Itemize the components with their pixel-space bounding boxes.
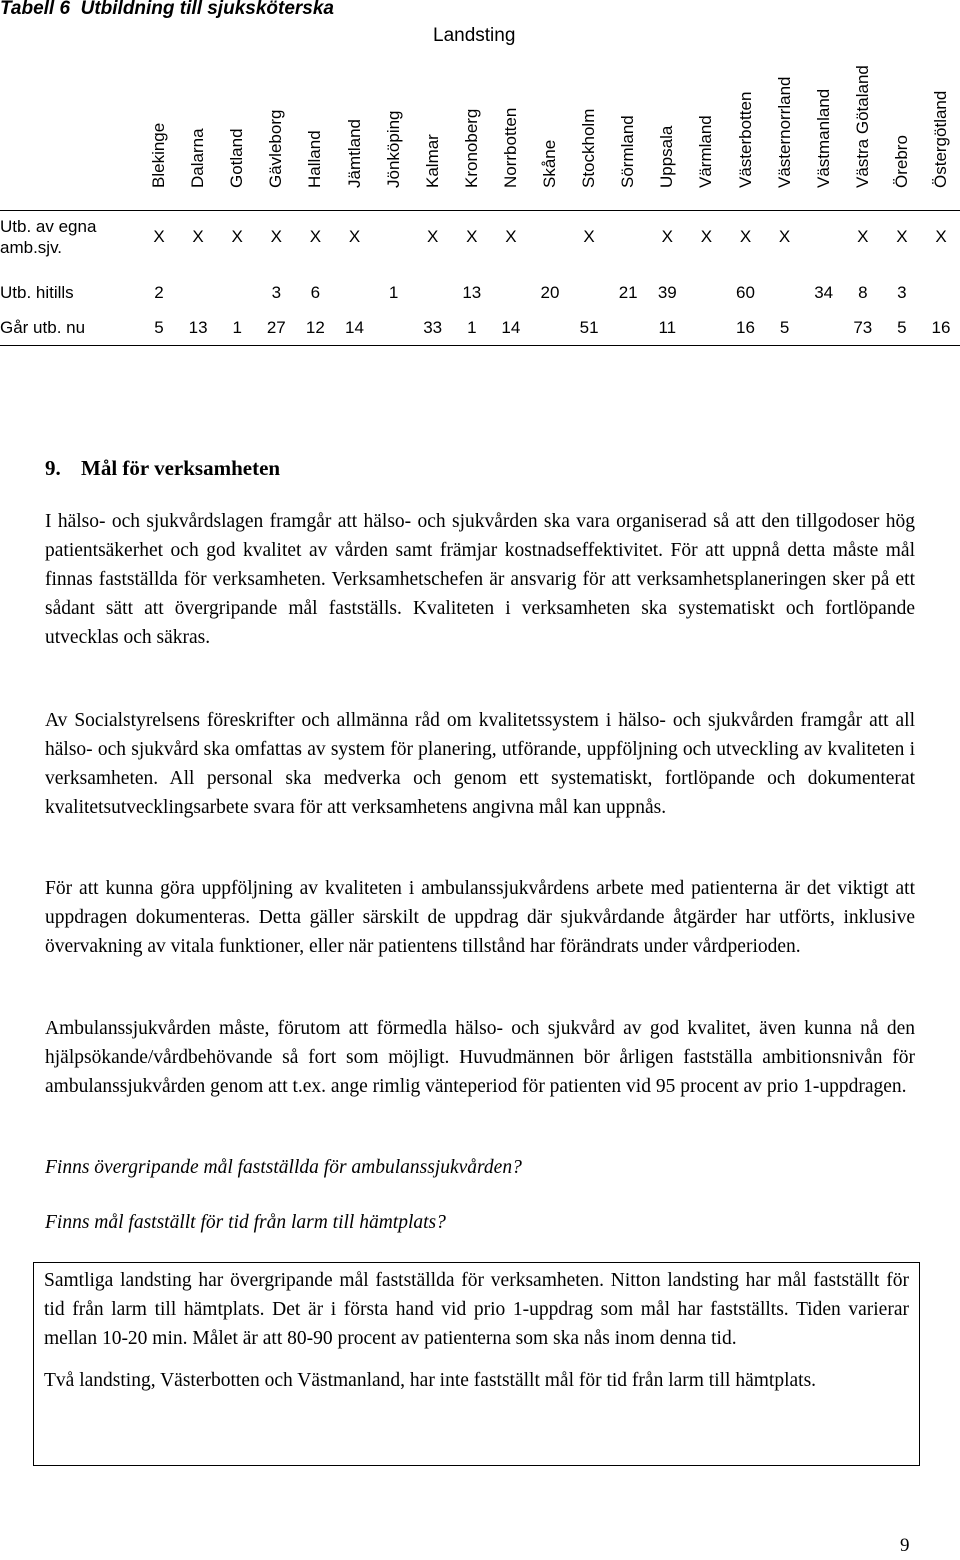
table-cell: X xyxy=(778,227,791,246)
column-header xyxy=(536,58,564,208)
column-header-label: Gävleborg xyxy=(266,109,286,188)
table-cell: X xyxy=(270,227,282,246)
table-cell: 11 xyxy=(658,318,677,337)
table-cell: X xyxy=(309,227,322,246)
table-cell: 39 xyxy=(657,283,677,302)
table-cell: X xyxy=(739,227,752,246)
column-header-label: Dalarna xyxy=(188,128,208,188)
table-cell: 5 xyxy=(779,318,790,337)
row-label: Utb. hitills xyxy=(0,283,74,302)
column-header xyxy=(341,58,369,208)
column-header xyxy=(692,58,720,208)
table-cell: X xyxy=(427,227,439,246)
table-caption xyxy=(0,0,334,20)
table-cell: X xyxy=(583,227,595,246)
header-rule xyxy=(0,210,960,211)
column-header-label: Stockholm xyxy=(579,108,599,188)
paragraph: Av Socialstyrelsens föreskrifter och allmänna råd om kvalitetssystem i hälso- och sjukvården framgår att all hälso- och sjukvård ska omfattas av system för planering, utförande, uppföljning och utveckling av kvaliteten i verksamheten. All personal ska medverka och genom ett systematiskt, fortlöpande och dokumenterat kvalitetsutvecklingsarbete svara för att verksamhetens angivna mål kan uppnås. xyxy=(45,710,915,818)
table-cell: 33 xyxy=(423,318,443,337)
table-cell: 5 xyxy=(897,318,907,337)
column-header xyxy=(497,58,525,208)
table-cell: X xyxy=(505,227,517,246)
column-header-label: Jämtland xyxy=(344,119,364,188)
column-header xyxy=(184,58,212,208)
table-cell: 1 xyxy=(232,318,242,337)
table-cell: 6 xyxy=(310,283,321,302)
table-cell: 21 xyxy=(618,283,638,302)
section-title: Mål för verksamheten xyxy=(81,456,281,480)
table-caption-prefix: Tabell 6 xyxy=(0,0,71,19)
table-cell: X xyxy=(348,227,361,246)
column-header-label: Jönköping xyxy=(383,110,403,188)
paragraph: I hälso- och sjukvårdslagen framgår att hälso- och sjukvården ska vara organiserad så att den tillgodoser hög patientsäkerhet och god kvalitet av vården samt främjar kostnadseffektivitet. För att uppnå detta måste mål finnas fastställda för verksamheten. Verksamhetschefen är ansvarig för att verksamhetsplaneringen sker på ett sådant sätt att övergripande mål fastställs. Kvaliteten i verksamheten ska systematiskt och fortlöpande utvecklas och säkras. xyxy=(45,511,915,648)
table-cell: 13 xyxy=(188,318,208,337)
table-caption-title: Utbildning till sjuksköterska xyxy=(80,0,334,19)
column-header xyxy=(380,58,408,208)
table-cell: 60 xyxy=(736,283,755,302)
table-cell: 16 xyxy=(931,318,951,337)
column-header xyxy=(653,58,681,208)
group-header: Landsting xyxy=(433,25,516,46)
question: Finns mål fastställt för tid från larm till hämtplats? xyxy=(45,1212,446,1233)
column-header xyxy=(223,58,251,208)
section-number: 9. xyxy=(45,456,61,480)
column-header xyxy=(458,58,486,208)
column-header xyxy=(614,58,642,208)
table-bottom-rule xyxy=(0,345,960,346)
row-label: Går utb. nu xyxy=(0,318,86,337)
table-cell: X xyxy=(466,227,478,246)
table-cell: X xyxy=(857,227,869,246)
table-cell: 14 xyxy=(501,318,521,337)
column-header-label: Värmland xyxy=(696,115,716,188)
column-header-label: Örebro xyxy=(891,135,911,188)
table-cell: 14 xyxy=(345,318,364,337)
table-cell: 8 xyxy=(858,283,868,302)
table-cell: 3 xyxy=(271,283,282,302)
column-header-label: Västra Götaland xyxy=(852,65,872,188)
column-header xyxy=(927,58,955,208)
column-header-label: Sörmland xyxy=(618,115,638,188)
table-cell: X xyxy=(661,227,673,246)
table-cell: 1 xyxy=(467,318,477,337)
column-header xyxy=(145,58,173,208)
column-header xyxy=(888,58,916,208)
paragraph: För att kunna göra uppföljning av kvaliteten i ambulanssjukvårdens arbete med patienterna är det viktigt att uppdragen dokumenteras. Detta gäller särskilt de uppdrag där sjukvårdande åtgärder har utförts, inklusive övervakning av vitala funktioner, eller när patientens tillstånd har förändrats under vårdperioden. xyxy=(45,878,915,957)
column-header-label: Norrbotten xyxy=(500,107,520,188)
column-header-label: Uppsala xyxy=(657,125,677,188)
table-cell: 5 xyxy=(154,318,164,337)
column-header-label: Kalmar xyxy=(422,134,442,188)
column-header xyxy=(771,58,799,208)
table-cell: 34 xyxy=(814,283,834,302)
page-number: 9 xyxy=(900,1535,910,1556)
table-cell: X xyxy=(153,227,165,246)
column-header-label: Västernorrland xyxy=(774,76,794,188)
table-cell: 13 xyxy=(462,283,482,302)
column-header xyxy=(575,58,603,208)
column-header xyxy=(849,58,877,208)
table-cell: 1 xyxy=(388,283,399,302)
table-cell: X xyxy=(700,227,713,246)
column-header-label: Östergötland xyxy=(931,90,950,188)
column-header-label: Blekinge xyxy=(149,122,168,188)
column-header xyxy=(262,58,290,208)
table-cell: 16 xyxy=(736,318,755,337)
column-header-label: Gotland xyxy=(227,128,247,188)
question: Finns övergripande mål fastställda för ambulanssjukvården? xyxy=(45,1157,522,1178)
table-cell: 51 xyxy=(579,318,599,337)
column-header xyxy=(301,58,329,208)
table-cell: 3 xyxy=(897,283,907,302)
column-header-label: Skåne xyxy=(540,139,559,188)
answer-box xyxy=(33,1262,920,1466)
row-label: Utb. av egna amb.sjv. xyxy=(0,217,97,257)
answer-paragraph: Två landsting, Västerbotten och Västmanland, har inte fastställt mål för tid från larm till hämtplats. xyxy=(44,1370,817,1391)
table-cell: X xyxy=(935,227,947,246)
column-header xyxy=(419,58,447,208)
column-header-label: Västerbotten xyxy=(735,91,755,188)
table-cell: 2 xyxy=(154,283,164,302)
column-header-label: Västmanland xyxy=(813,88,833,188)
table-cell: X xyxy=(192,227,204,246)
answer-paragraph: Samtliga landsting har övergripande mål fastställda för verksamheten. Nitton landsting har mål fastställt för tid från larm till hämtplats. Det är i första hand vid prio 1-uppdrag som mål har fastställts. Tiden varierar mellan 10-20 min. Målet är att 80-90 procent av patienterna som ska nås inom denna tid. xyxy=(44,1270,909,1349)
column-header-label: Kronoberg xyxy=(461,108,481,188)
paragraph: Ambulanssjukvården måste, förutom att förmedla hälso- och sjukvård av god kvalitet, även kunna nå den hjälpsökande/vårdbehövande så fort som möjligt. Huvudmännen bör årligen fastställa ambitionsnivån för ambulanssjukvården genom att t.ex. ange rimlig vänteperiod för patienten vid 95 procent av prio 1-uppdragen. xyxy=(45,1018,915,1097)
table-cell: 20 xyxy=(540,283,560,302)
column-header xyxy=(810,58,838,208)
section-heading xyxy=(45,456,280,481)
table-cell: 27 xyxy=(266,318,286,337)
table-cell: 73 xyxy=(853,318,873,337)
column-header xyxy=(732,58,760,208)
column-header-label: Halland xyxy=(305,130,325,188)
table-cell: X xyxy=(896,227,908,246)
table-cell: X xyxy=(231,227,243,246)
table-cell: 12 xyxy=(305,318,325,337)
